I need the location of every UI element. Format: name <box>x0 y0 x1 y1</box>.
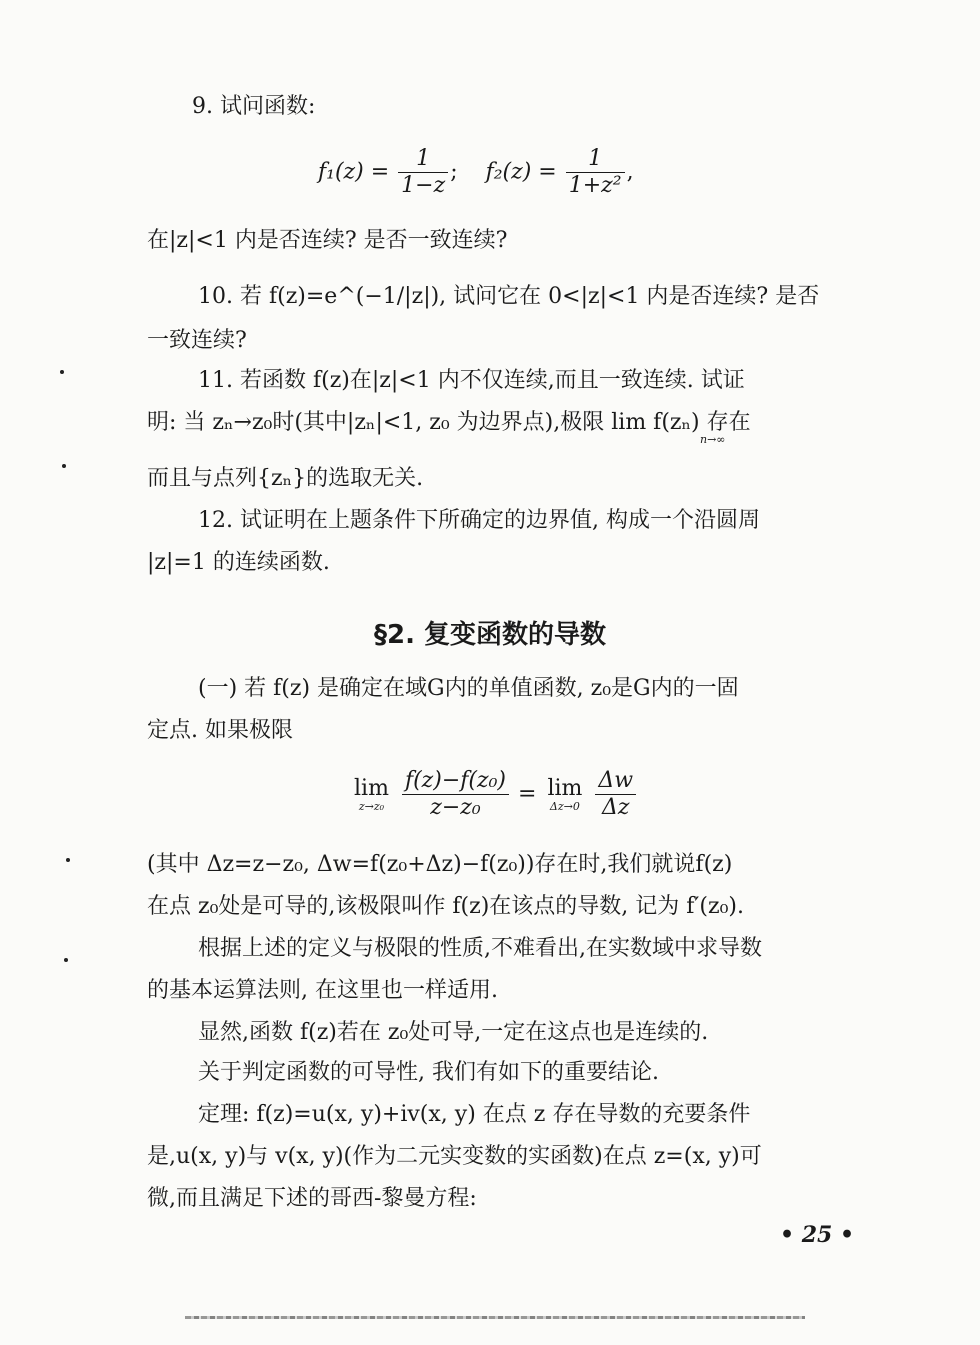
difference-quotient <box>402 768 509 821</box>
scan-speck <box>66 858 70 862</box>
problem-12-line-1: 12. 试证明在上题条件下所确定的边界值, 构成一个沿圆周 <box>198 508 760 533</box>
f1-fraction <box>398 146 448 199</box>
difference-quotient-numerator: f(z)−f(z₀) <box>402 768 509 795</box>
delta-quotient <box>595 768 636 821</box>
f1-denominator: 1−z <box>401 173 446 198</box>
theorem-line-2: 是,u(x, y)与 v(x, y)(作为二元实变数的实函数)在点 z=(x, y)可 <box>147 1144 762 1169</box>
limit-1 <box>354 777 389 813</box>
f1-lhs: f₁(z) = <box>318 159 390 185</box>
limit-2-word: lim <box>547 775 583 801</box>
scan-speck <box>60 370 64 374</box>
difference-quotient-denominator: z−z₀ <box>430 795 481 820</box>
definition-line-2: 定点. 如果极限 <box>147 718 293 743</box>
definition-line-3: (其中 Δz=z−z₀, Δw=f(z₀+Δz)−f(z₀))存在时,我们就说f(z) <box>147 852 733 877</box>
problem-11-line-1: 11. 若函数 f(z)在|z|<1 内不仅连续,而且一致连续. 试证 <box>198 368 745 393</box>
limit-1-subscript: z→z₀ <box>358 799 385 813</box>
page-number: • 25 • <box>780 1222 855 1248</box>
definition-line-4: 在点 z₀处是可导的,该极限叫作 f(z)在该点的导数, 记为 f′(z₀). <box>147 894 744 919</box>
problem-9-question: 在|z|<1 内是否连续? 是否一致连续? <box>147 228 508 253</box>
f2-denominator: 1+z² <box>568 173 622 198</box>
delta-quotient-numerator: Δw <box>595 768 636 795</box>
theorem-line-3: 微,而且满足下述的哥西-黎曼方程: <box>147 1186 477 1211</box>
derivative-limit-formula <box>350 768 680 821</box>
scan-speck <box>62 464 66 468</box>
paragraph-3: 关于判定函数的可导性, 我们有如下的重要结论. <box>198 1060 659 1085</box>
section-title: §2. 复变函数的导数 <box>373 620 607 650</box>
limit-1-word: lim <box>354 775 389 801</box>
problem-9-formula <box>318 146 718 199</box>
paragraph-1-line-1: 根据上述的定义与极限的性质,不难看出,在实数域中求导数 <box>198 936 762 961</box>
problem-9-heading: 9. 试问函数: <box>192 94 316 119</box>
f2-fraction <box>566 146 625 199</box>
equals-sign: = <box>518 781 537 807</box>
delta-quotient-denominator: Δz <box>601 795 630 820</box>
f2-lhs: f₂(z) = <box>485 159 557 185</box>
problem-11-limit-subscript: n→∞ <box>700 433 726 446</box>
formula-separator: ; <box>450 159 458 185</box>
scan-artifact-line <box>185 1316 805 1319</box>
theorem-line-1: 定理: f(z)=u(x, y)+iv(x, y) 在点 z 存在导数的充要条件 <box>198 1102 751 1127</box>
problem-10-line-1: 10. 若 f(z)=e^(−1/|z|), 试问它在 0<|z|<1 内是否连续? 是否 <box>198 284 820 309</box>
problem-11-line-3: 而且与点列{zₙ}的选取无关. <box>147 466 424 491</box>
paragraph-2: 显然,函数 f(z)若在 z₀处可导,一定在这点也是连续的. <box>198 1020 709 1045</box>
definition-line-1: (一) 若 f(z) 是确定在域G内的单值函数, z₀是G内的一固 <box>198 676 739 701</box>
problem-12-line-2: |z|=1 的连续函数. <box>147 550 330 575</box>
problem-10-line-2: 一致连续? <box>147 328 247 353</box>
f2-numerator: 1 <box>566 146 625 173</box>
problem-11-line-2: 明: 当 zₙ→z₀时(其中|zₙ|<1, z₀ 为边界点),极限 lim f(zₙ) 存在 <box>147 410 751 435</box>
limit-2 <box>547 777 582 813</box>
scan-speck <box>64 958 68 962</box>
f1-numerator: 1 <box>398 146 448 173</box>
paragraph-1-line-2: 的基本运算法则, 在这里也一样适用. <box>147 978 498 1003</box>
limit-2-subscript: Δz→0 <box>549 799 580 813</box>
formula-comma: , <box>626 159 634 185</box>
